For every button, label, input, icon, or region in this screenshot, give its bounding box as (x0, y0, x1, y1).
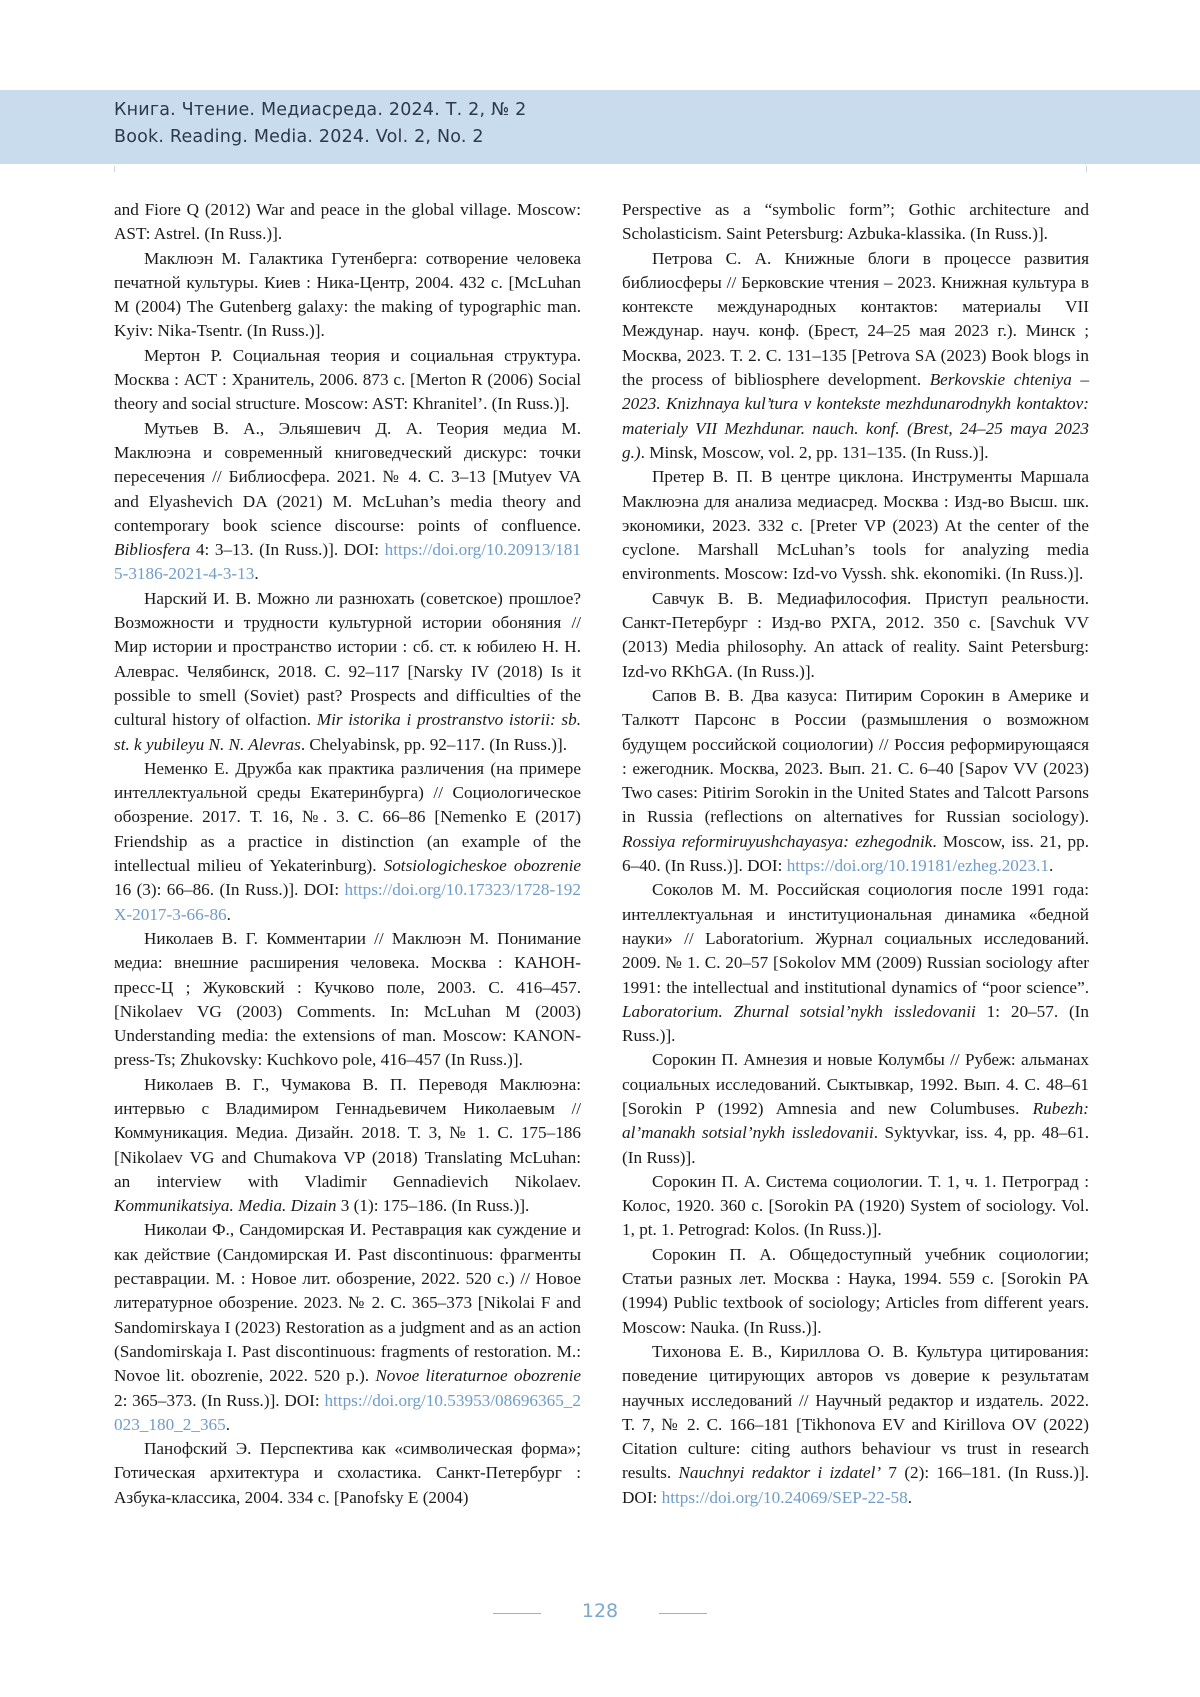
references-column-right (622, 198, 1089, 1510)
reference-text: Петрова С. А. Книжные блоги в процессе развития библиосферы // Берковские чтения – 2023. Книжная культура в контексте международных контактов: материалы VII Междунар. науч. конф. (Брест, 24–25 мая 2023 г.). Минск ; Москва, 2023. Т. 2. С. 131–135 [Petrova SA (2023) Book blogs in the process of bibliosphere development. (622, 248, 1089, 390)
reference-text: Сапов В. В. Два казуса: Питирим Сорокин в Америке и Талкотт Парсонс в России (размышления о возможном будущем российской социологии) // Россия реформирующаяся : ежегодник. Москва, 2023. Вып. 21. С. 6–40 [Sapov VV (2023) Two cases: Pitirim Sorokin in the United States and Talcott Parsons in Russia (reflections on alternatives for Russian sociology). (622, 685, 1089, 827)
reference-entry (114, 1437, 581, 1510)
reference-text: . Syktyvkar, iss. 4, pp. 48–61. (In Russ)]. (622, 1123, 1089, 1167)
reference-text: . Minsk, Moscow, vol. 2, pp. 131–135. (In Russ.)]. (640, 442, 989, 462)
reference-entry (114, 757, 581, 927)
reference-text: Нарский И. В. Можно ли разнюхать (советское) прошлое? Возможности и трудности культурной истории обоняния // Мир истории и пространство истории : сб. ст. к юбилею Н. Н. Алеврас. Челябинск, 2018. С. 92–117 [Narsky IV (2018) Is it possible to smell (Soviet) past? Prospects and difficulties of the cultural history of olfaction. (114, 588, 581, 730)
reference-entry (114, 247, 581, 344)
reference-source-title: Bibliosfera (114, 540, 191, 560)
reference-entry (622, 198, 1089, 247)
footer-rule-left (493, 1613, 541, 1614)
references-column-left (114, 198, 581, 1510)
header-tick-left (114, 166, 115, 172)
reference-entry (114, 198, 581, 247)
reference-text: . (907, 1487, 912, 1507)
reference-text: Маклюэн М. Галактика Гутенберга: сотворение человека печатной культуры. Киев : Ника-Центр, 2004. 432 с. [McLuhan M (2004) The Gutenberg galaxy: the making of typographic man. Kyiv: Nika-Tsentr. (In Russ.)]. (114, 248, 581, 341)
reference-source-title: Kommunikatsiya. Media. Dizain (114, 1196, 337, 1216)
reference-text: . (226, 904, 231, 924)
reference-text: Претер В. П. В центре циклона. Инструменты Маршала Маклюэна для анализа медиасред. Москва : Изд-во Высш. шк. экономики, 2023. 332 с. [Preter VP (2023) At the center of the cyclone. Marshall McLuhan’s tools for analyzing media environments. Moscow: Izd-vo Vyssh. shk. ekonomiki. (In Russ.)]. (622, 467, 1089, 584)
reference-source-title: Berkovskie chteniya – 2023. Knizhnaya kul’tura v kontekste mezhdunarodnykh kontaktov: materialy VII Mezhdunar. nauch. konf. (Brest, 24–25 maya 2023 g.) (622, 370, 1089, 462)
reference-text: 7 (2): 166–181. (In Russ.)]. DOI: (622, 1463, 1089, 1507)
reference-entry (114, 587, 581, 757)
reference-text: . Chelyabinsk, pp. 92–117. (In Russ.)]. (300, 734, 568, 754)
reference-entry (622, 247, 1089, 466)
reference-text: 2: 365–373. (In Russ.)]. DOI: (114, 1390, 325, 1410)
reference-text: Сорокин П. А. Система социологии. Т. 1, ч. 1. Петроград : Колос, 1920. 360 с. [Sorokin PA (1920) System of sociology. Vol. 1, pt. 1. Petrograd: Kolos. (In Russ.)]. (622, 1171, 1089, 1240)
reference-entry (114, 1218, 581, 1437)
reference-text: . (1048, 856, 1054, 876)
reference-entry (622, 684, 1089, 878)
reference-text: Сорокин П. А. Общедоступный учебник социологии; Статьи разных лет. Москва : Наука, 1994. 559 с. [Sorokin PA (1994) Public textbook of sociology; Articles from different years. Moscow: Nauka. (In Russ.)]. (622, 1244, 1089, 1337)
reference-source-title: Nauchnyi redaktor i izdatel’ (678, 1463, 882, 1483)
reference-text: Соколов М. М. Российская социология после 1991 года: интеллектуальная и институциональная динамика «бедной науки» // Laboratorium. Журнал социальных исследований. 2009. № 1. С. 20–57 [Sokolov MM (2009) Russian sociology after 1991: the intellectual and institutional dynamics of “poor science”. (622, 880, 1089, 997)
header-tick-right (1086, 166, 1087, 172)
reference-source-title: Mir istorika i prostranstvo istorii: sb. st. k yubileyu N. N. Alevras (114, 710, 581, 754)
reference-source-title: Laboratorium. Zhurnal sotsial’nykh issledovanii (622, 1001, 976, 1021)
reference-text: Сорокин П. Амнезия и новые Колумбы // Рубеж: альманах социальных исследований. Сыктывкар, 1992. Вып. 4. С. 48–61 [Sorokin P (1992) Amnesia and new Columbuses. (622, 1050, 1089, 1118)
journal-header (0, 90, 1200, 164)
reference-text: Тихонова Е. В., Кириллова О. В. Культура цитирования: поведение цитирующих авторов vs доверие к результатам научных исследований // Научный редактор и издатель. 2022. Т. 7, № 2. С. 166–181 [Tikhonova EV and Kirillova OV (2022) Citation culture: citing authors behaviour vs trust in research results. (622, 1341, 1089, 1483)
reference-text: . (225, 1414, 231, 1434)
reference-entry (622, 1243, 1089, 1340)
reference-entry (622, 587, 1089, 684)
reference-text: Савчук В. В. Медиафилософия. Приступ реальности. Санкт-Петербург : Изд-во РХГА, 2012. 350 с. [Savchuk VV (2013) Media philosophy. An attack of reality. Saint Petersburg: Izd-vo RKhGA. (In Russ.)]. (622, 588, 1089, 681)
journal-title-en: Book. Reading. Media. 2024. Vol. 2, No. 2 (114, 127, 484, 147)
reference-text: . (254, 564, 259, 584)
reference-text: Мутьев В. А., Эльяшевич Д. А. Теория медиа М. Маклюэна и современный книговедческий дискурс: точки пересечения // Библиосфера. 2021. № 4. С. 3–13 [Mutyev VA and Elyashevich DA (2021) M. McLuhan’s media theory and contemporary book science discourse: points of confluence. (114, 418, 581, 535)
reference-source-title: Novoe literaturnoe obozrenie (375, 1366, 581, 1386)
doi-link[interactable]: https://doi.org/10.53953/08696365_2023_180_2_365 (114, 1390, 581, 1434)
reference-text: Неменко Е. Дружба как практика различения (на примере интеллектуальной среды Екатеринбурга) // Социологическое обозрение. 2017. Т. 16, №. 3. С. 66–86 [Nemenko E (2017) Friendship as a practice in distinction (an example of the intellectual milieu of Yekaterinburg). (114, 758, 581, 876)
reference-text: 1: 20–57. (In Russ.)]. (622, 1001, 1089, 1046)
reference-entry (114, 344, 581, 417)
reference-text: Мертон Р. Социальная теория и социальная структура. Москва : АСТ : Хранитель, 2006. 873 с. [Merton R (2006) Social theory and social structure. Moscow: AST: Khranitel’. (In Russ.)]. (114, 345, 581, 414)
reference-entry (622, 878, 1089, 1048)
reference-text: . Moscow, iss. 21, pp. 6–40. (In Russ.)]. DOI: (622, 831, 1089, 876)
reference-entry (622, 1340, 1089, 1510)
reference-entry (114, 927, 581, 1073)
reference-source-title: Sotsiologicheskoe obozrenie (383, 856, 582, 876)
reference-entry (622, 1048, 1089, 1169)
doi-link[interactable]: https://doi.org/10.19181/ezheg.2023.1 (786, 856, 1049, 876)
reference-text: 3 (1): 175–186. (In Russ.)]. (336, 1196, 530, 1216)
reference-entry (114, 417, 581, 587)
reference-text: Николаев В. Г., Чумакова В. П. Переводя Маклюэна: интервью с Владимиром Геннадьевичем Николаевым // Коммуникация. Медиа. Дизайн. 2018. Т. 3, № 1. С. 175–186 [Nikolaev VG and Chumakova VP (2018) Translating McLuhan: an interview with Vladimir Gennadievich Nikolaev. (114, 1074, 581, 1191)
reference-source-title: Rubezh: al’manakh sotsial’nykh issledovanii (622, 1098, 1089, 1143)
doi-link[interactable]: https://doi.org/10.17323/1728-192X-2017-3-66-86 (114, 880, 581, 924)
reference-text: Николаи Ф., Сандомирская И. Реставрация как суждение и как действие (Сандомирская И. Past discontinuous: фрагменты реставрации. М. : Новое лит. обозрение, 2022. 520 с.) // Новое литературное обозрение. 2023. № 2. С. 365–373 [Nikolai F and Sandomirskaya I (2023) Restoration as a judgment and as an action (Sandomirskaja I. Past discontinuous: fragments of restoration. M.: Novoe lit. obozrenie, 2022. 520 p.). (114, 1220, 581, 1386)
reference-text: and Fiore Q (2012) War and peace in the global village. Moscow: AST: Astrel. (In Russ.)]. (114, 200, 581, 244)
reference-text: Perspective as a “symbolic form”; Gothic architecture and Scholasticism. Saint Petersburg: Azbuka-klassika. (In Russ.)]. (622, 200, 1089, 244)
reference-entry (622, 465, 1089, 586)
reference-entry (114, 1073, 581, 1219)
reference-text: Панофский Э. Перспектива как «символическая форма»; Готическая архитектура и схоластика. Санкт-Петербург : Азбука-классика, 2004. 334 с. [Panofsky E (2004) (114, 1439, 581, 1507)
reference-source-title: Rossiya reformiruyushchayasya: ezhegodnik (622, 831, 933, 851)
reference-text: 16 (3): 66–86. (In Russ.)]. DOI: (114, 880, 345, 900)
reference-text: 4: 3–13. (In Russ.)]. DOI: (190, 540, 385, 560)
doi-link[interactable]: https://doi.org/10.24069/SEP-22-58 (661, 1487, 908, 1507)
reference-entry (622, 1170, 1089, 1243)
reference-text: Николаев В. Г. Комментарии // Маклюэн М. Понимание медиа: внешние расширения человека. Москва : КАНОН-пресс-Ц ; Жуковский : Кучково поле, 2003. С. 416–457. [Nikolaev VG (2003) Comments. In: McLuhan M (2003) Understanding media: the extensions of man. Moscow: KANON-press-Ts; Zhukovsky: Kuchkovo pole, 416–457 (In Russ.)]. (114, 928, 581, 1070)
doi-link[interactable]: https://doi.org/10.20913/1815-3186-2021-4-3-13 (114, 540, 581, 584)
journal-title-ru: Книга. Чтение. Медиасреда. 2024. Т. 2, № 2 (114, 100, 527, 120)
page-number: 128 (581, 1600, 619, 1622)
footer-rule-right (659, 1613, 707, 1614)
